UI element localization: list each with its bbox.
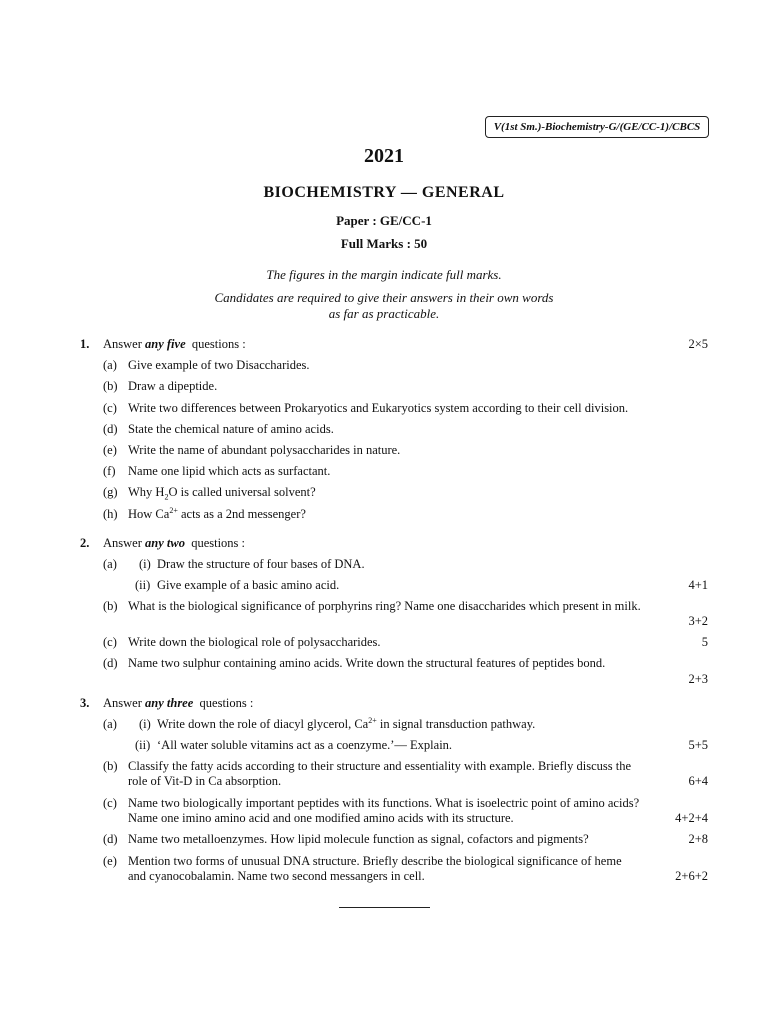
question-3-header	[0, 695, 768, 711]
end-rule	[339, 907, 430, 908]
question-instruction: Answer any two questions :	[103, 536, 246, 550]
q1-item-g: (g) Why $H_2O$ is called universal solvent?	[103, 485, 316, 502]
q3-item-d: (d) Name two metalloenzymes. How lipid molecule function as signal, cofactors and pigments? 2+8	[103, 832, 708, 846]
question-number: 3.	[80, 696, 90, 710]
q3-item-b: (b) Classify the fatty acids according to their structure and essentiality with example. Briefly discuss the	[103, 759, 631, 773]
q1-item-b: (b) Draw a dipeptide.	[103, 379, 218, 393]
q2-item-a-i: (a) (i) Draw the structure of four bases of DNA.	[103, 557, 365, 571]
q3-item-e: (e) Mention two forms of unusual DNA structure. Briefly describe the biological significance of heme	[103, 854, 622, 868]
q3-item-a-i: (a) (i) Write down the role of diacyl glycerol, $Ca^{2+}$ in signal transduction pathway.	[103, 715, 536, 731]
question-number: 2.	[80, 536, 90, 550]
instruction-marks: The figures in the margin indicate full marks.	[266, 267, 502, 282]
q3-item-c: (c) Name two biologically important peptides with its functions. What is isoelectric point of amino acids?	[103, 796, 640, 810]
q3-item-e-cont: and cyanocobalamin. Name two second messangers in cell. 2+6+2	[128, 869, 708, 883]
q1-item-c: (c) Write two differences between Prokaryotics and Eukaryotics system according to their cell division.	[103, 401, 629, 415]
q2-item-d-marks: 2+3	[688, 672, 708, 686]
q3-item-a-ii: (ii) ‘All water soluble vitamins act as a coenzyme.’— Explain. 5+5	[135, 738, 708, 752]
q3-item-c-cont: Name one imino amino acid and one modified amino acids with its structure. 4+2+4	[128, 811, 708, 825]
paper-code-box: V(1st Sm.)-Biochemistry-G/(GE/CC-1)/CBCS	[485, 116, 709, 138]
q1-item-a: (a) Give example of two Disaccharides.	[103, 358, 310, 372]
q1-item-d: (d) State the chemical nature of amino acids.	[103, 422, 334, 436]
q1-item-f: (f) Name one lipid which acts as surfactant.	[103, 464, 331, 478]
question-number: 1.	[80, 337, 90, 351]
question-marks: 2×5	[688, 337, 708, 351]
full-marks: Full Marks : 50	[340, 236, 428, 251]
q2-item-a-ii: (ii) Give example of a basic amino acid. 4+1	[135, 578, 708, 592]
question-2-header	[0, 535, 768, 551]
instruction-own-words: Candidates are required to give their answers in their own words	[214, 290, 554, 305]
q1-item-e: (e) Write the name of abundant polysaccharides in nature.	[103, 443, 401, 457]
q3-item-b-cont: role of Vit-D in Ca absorption. 6+4	[128, 774, 708, 788]
question-instruction: Answer any three questions :	[103, 696, 254, 710]
q2-item-c: (c) Write down the biological role of polysaccharides. 5	[103, 635, 708, 649]
q1-item-h: (h) How $Ca^{2+}$ acts as a 2nd messenger?	[103, 505, 306, 521]
paper-code: Paper : GE/CC-1	[336, 213, 432, 228]
exam-year: 2021	[364, 145, 404, 167]
q2-item-b: (b) What is the biological significance of porphyrins ring? Name one disaccharides which present in milk.	[103, 599, 641, 613]
subject-title: BIOCHEMISTRY — GENERAL	[263, 184, 505, 201]
instruction-practicable: as far as practicable.	[328, 306, 440, 321]
q2-item-b-marks: 3+2	[688, 614, 708, 628]
question-instruction: Answer any five questions :	[103, 337, 246, 351]
q2-item-d: (d) Name two sulphur containing amino acids. Write down the structural features of peptides bond.	[103, 656, 606, 670]
question-1-header	[0, 336, 768, 352]
